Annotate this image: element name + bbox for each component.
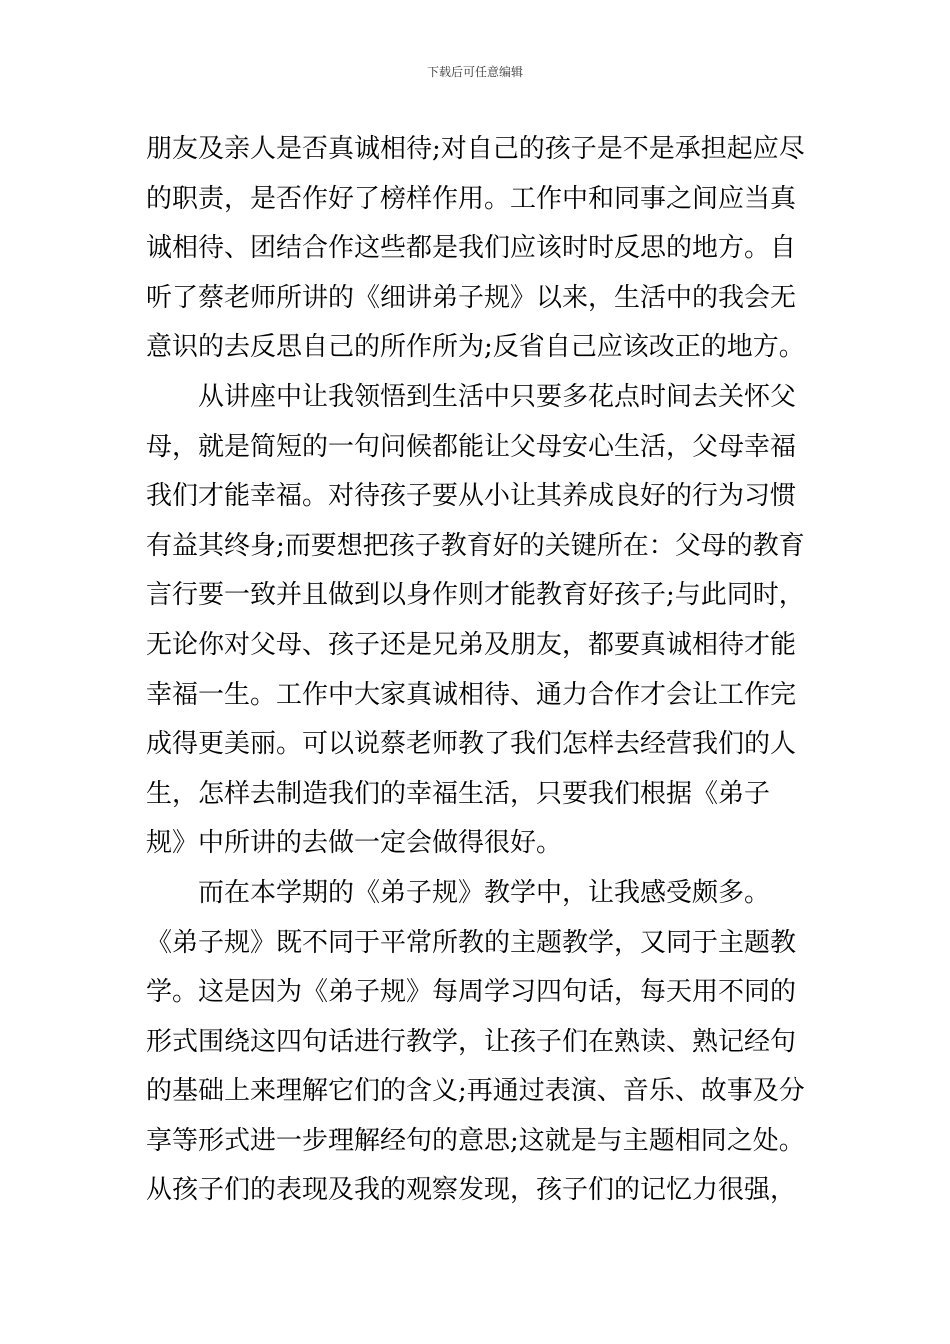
text-line: 幸福一生。工作中大家真诚相待、通力合作才会让工作完 [146,679,797,710]
text-line: 的职责，是否作好了榜样作用。工作中和同事之间应当真 [146,183,797,214]
text-line: 而在本学期的《弟子规》教学中，让我感受颇多。 [198,877,771,908]
text-line: 《弟子规》既不同于平常所教的主题教学，又同于主题教 [146,927,797,958]
text-line: 学。这是因为《弟子规》每周学习四句话，每天用不同的 [146,977,797,1008]
text-line: 意识的去反思自己的所作所为;反省自己应该改正的地方。 [146,332,805,363]
body-text [146,125,810,1216]
text-line: 享等形式进一步理解经句的意思;这就是与主题相同之处。 [146,1125,805,1156]
text-line: 的基础上来理解它们的含义;再通过表演、音乐、故事及分 [146,1076,805,1107]
text-line: 诚相待、团结合作这些都是我们应该时时反思的地方。自 [146,233,797,264]
text-line: 成得更美丽。可以说蔡老师教了我们怎样去经营我们的人 [146,729,797,760]
text-line: 生，怎样去制造我们的幸福生活，只要我们根据《弟子 [146,778,771,809]
page-header: 下载后可任意编辑 [426,65,523,79]
text-line: 规》中所讲的去做一定会做得很好。 [146,828,563,859]
text-line: 形式围绕这四句话进行教学，让孩子们在熟读、熟记经句 [146,1026,797,1057]
text-line: 听了蔡老师所讲的《细讲弟子规》以来，生活中的我会无 [146,282,797,313]
text-line: 从讲座中让我领悟到生活中只要多花点时间去关怀父 [198,381,797,412]
text-line: 朋友及亲人是否真诚相待;对自己的孩子是不是承担起应尽 [146,134,805,164]
text-line: 无论你对父母、孩子还是兄弟及朋友，都要真诚相待才能 [146,629,797,660]
text-line: 我们才能幸福。对待孩子要从小让其养成良好的行为习惯 [146,481,797,512]
text-line: 母，就是简短的一句问候都能让父母安心生活，父母幸福 [146,431,797,462]
text-line: 有益其终身;而要想把孩子教育好的关键所在：父母的教育 [146,530,805,561]
text-line: 从孩子们的表现及我的观察发现，孩子们的记忆力很强， [146,1175,797,1206]
text-line: 言行要一致并且做到以身作则才能教育好孩子;与此同时， [146,580,805,611]
